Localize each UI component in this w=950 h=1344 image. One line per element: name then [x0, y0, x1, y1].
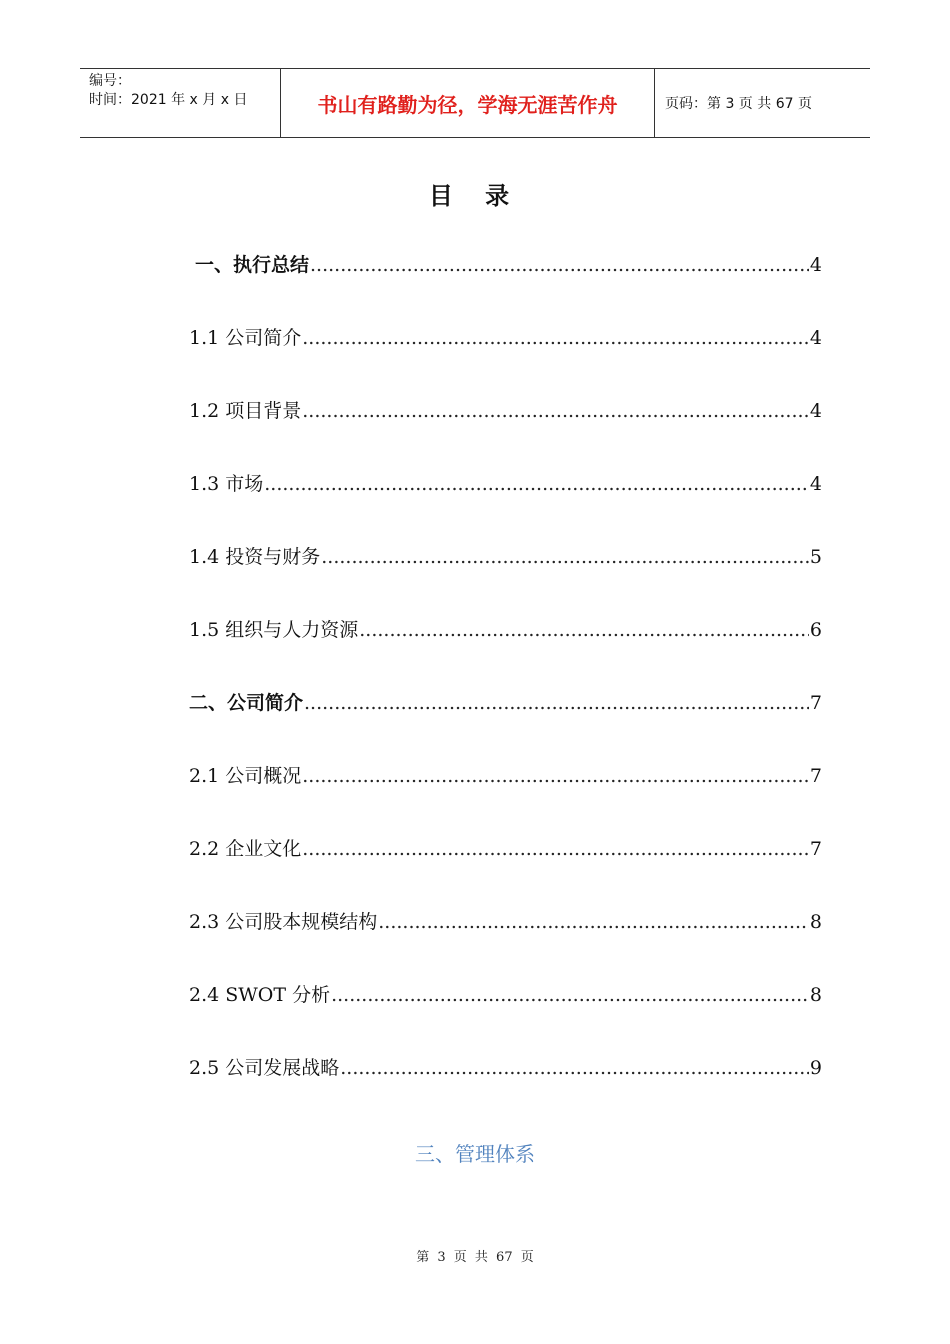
- toc-entry-label: 一、执行总结: [195, 254, 310, 276]
- header-motto: 书山有路勤为径，学海无涯苦作舟: [281, 69, 655, 137]
- toc-leader: [321, 546, 809, 568]
- toc-entry[interactable]: [189, 1053, 822, 1126]
- toc-leader: [302, 400, 809, 422]
- toc-entry-page: 4: [809, 400, 822, 422]
- toc-leader: [359, 619, 809, 641]
- toc-entry-label: 1.2 项目背景: [189, 400, 302, 422]
- toc-entry-page: 4: [809, 327, 822, 349]
- toc-entry[interactable]: [189, 688, 822, 761]
- toc-entry[interactable]: [189, 834, 822, 907]
- toc-entry[interactable]: [189, 250, 822, 323]
- toc-entry-page: 7: [809, 692, 822, 714]
- toc-entry-label: 1.4 投资与财务: [189, 546, 321, 568]
- toc-entry-label: 2.1 公司概况: [189, 765, 302, 787]
- toc-entry-label: 1.3 市场: [189, 473, 264, 495]
- toc-entry-page: 9: [809, 1057, 822, 1079]
- toc-entry-label: 2.2 企业文化: [189, 838, 302, 860]
- toc-entry[interactable]: [189, 980, 822, 1053]
- toc-entry[interactable]: [189, 396, 822, 469]
- toc-leader: [302, 765, 809, 787]
- toc-entry[interactable]: [189, 615, 822, 688]
- header-meta: [80, 69, 281, 137]
- toc-entry[interactable]: [189, 761, 822, 834]
- header-page-info: 页码：第 3 页 共 67 页: [665, 96, 812, 112]
- table-of-contents: [189, 250, 822, 1126]
- toc-leader: [302, 327, 809, 349]
- page-header: [80, 68, 870, 138]
- toc-entry-page: 5: [809, 546, 822, 568]
- toc-leader: [264, 473, 809, 495]
- toc-leader: [378, 911, 809, 933]
- toc-entry-page: 7: [809, 765, 822, 787]
- toc-entry[interactable]: [189, 542, 822, 615]
- toc-entry-page: 7: [809, 838, 822, 860]
- toc-title: 目 录: [428, 182, 522, 210]
- page-footer: 第 3 页 共 67 页: [416, 1250, 534, 1265]
- toc-entry[interactable]: [189, 907, 822, 980]
- toc-leader: [302, 838, 809, 860]
- toc-entry-label: 2.4 SWOT 分析: [189, 984, 331, 1006]
- toc-leader: [331, 984, 809, 1006]
- toc-entry-page: 4: [809, 473, 822, 495]
- toc-leader: [340, 1057, 809, 1079]
- header-date: 时间：2021 年 x 月 x 日: [89, 92, 248, 108]
- toc-entry-page: 8: [809, 984, 822, 1006]
- toc-entry-page: 8: [809, 911, 822, 933]
- toc-entry-label: 1.1 公司简介: [189, 327, 302, 349]
- toc-entry[interactable]: [189, 323, 822, 396]
- section-heading: 三、管理体系: [415, 1142, 535, 1166]
- toc-entry-label: 2.3 公司股本规模结构: [189, 911, 378, 933]
- toc-entry-label: 2.5 公司发展战略: [189, 1057, 340, 1079]
- header-number: 编号：: [89, 73, 131, 89]
- toc-entry[interactable]: [189, 469, 822, 542]
- toc-entry-label: 二、公司简介: [189, 692, 304, 714]
- toc-entry-page: 4: [809, 254, 822, 276]
- toc-entry-label: 1.5 组织与人力资源: [189, 619, 359, 641]
- toc-leader: [310, 254, 809, 276]
- toc-entry-page: 6: [809, 619, 822, 641]
- toc-leader: [304, 692, 809, 714]
